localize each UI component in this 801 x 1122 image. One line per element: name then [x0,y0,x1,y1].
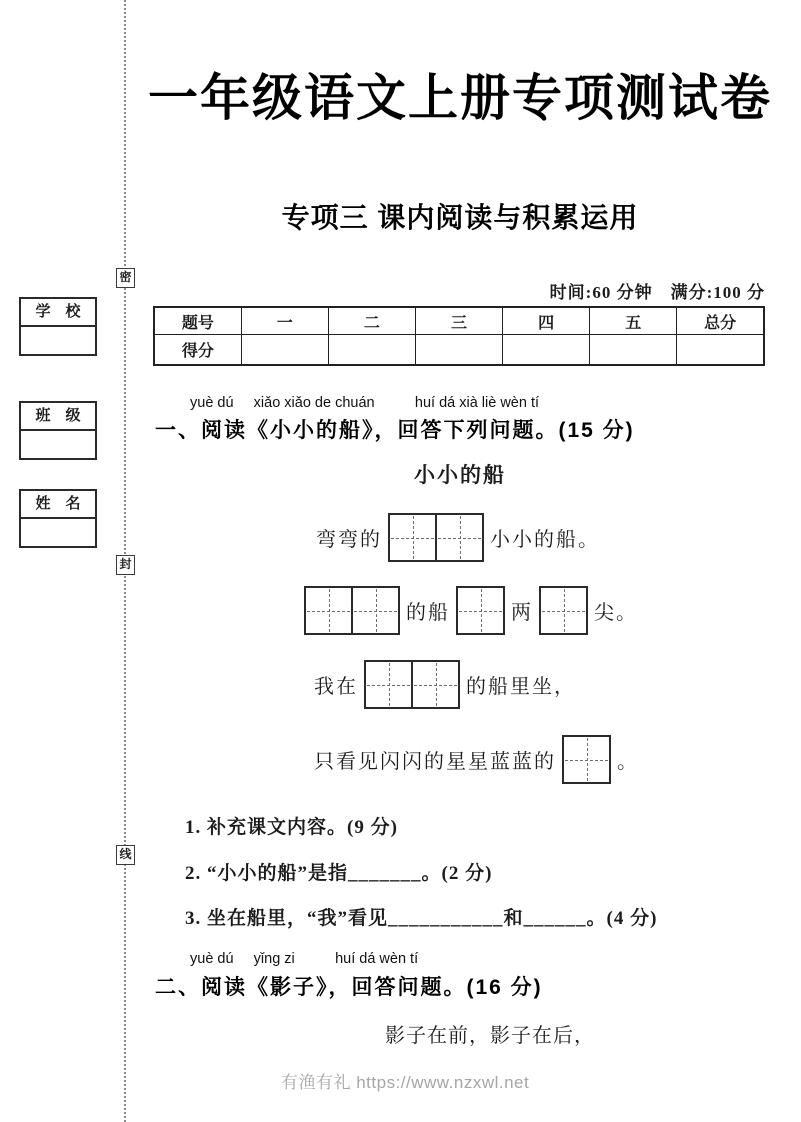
poem-line2-seg1: 的船 [406,602,450,624]
info-label-class: 班 级 [21,403,95,431]
question-item-3: 3. 坐在船里，“我”看见___________和______。(4 分) [185,908,658,929]
tianzige-cell[interactable] [541,588,586,633]
poem2-line-1: 影子在前，影子在后， [385,1025,595,1047]
tianzige-grid-2cell[interactable] [364,660,460,709]
info-blank-class[interactable] [21,431,95,458]
info-blank-name[interactable] [21,519,95,546]
tianzige-cell[interactable] [411,662,458,707]
footer-watermark: 有渔有礼 https://www.nzxwl.net [281,1073,530,1092]
exam-title: 一年级语文上册专项测试卷 [148,70,772,126]
info-box-class [19,401,97,460]
tianzige-grid-1cell[interactable] [562,735,611,784]
info-box-school [19,297,97,356]
tianzige-cell[interactable] [458,588,503,633]
score-value-row [154,335,764,366]
score-cell[interactable] [590,335,677,366]
poem-line3-post: 的船里坐， [466,676,576,698]
tianzige-cell[interactable] [351,588,398,633]
score-cell[interactable] [241,335,328,366]
tianzige-grid-2cell[interactable] [388,513,484,562]
score-header-row [154,307,764,335]
seal-char-xian: 线 [116,845,135,865]
info-label-school: 学 校 [21,299,95,327]
tianzige-grid-1cell[interactable] [456,586,505,635]
tianzige-grid-1cell[interactable] [539,586,588,635]
exam-subtitle: 专项三 课内阅读与积累运用 [281,202,639,233]
poem-line-1 [310,513,606,562]
poem-line2-seg3: 尖。 [594,602,638,624]
poem-line-4 [308,735,645,784]
score-header-cell: 五 [590,307,677,335]
tianzige-cell[interactable] [306,588,351,633]
poem-line4-post: 。 [617,751,639,773]
tianzige-cell[interactable] [435,515,482,560]
section2-heading: 二、阅读《影子》，回答问题。(16 分) [155,976,543,999]
poem-line4-pre: 只看见闪闪的星星蓝蓝的 [314,751,556,773]
seal-char-feng: 封 [116,555,135,575]
pinyin-line-section2: yuè dú yǐng zi huí dá wèn tí [190,951,419,967]
score-row-label: 得分 [154,335,241,366]
question-item-1: 1. 补充课文内容。(9 分) [185,817,398,838]
score-table [153,306,765,366]
score-header-cell: 四 [503,307,590,335]
score-cell[interactable] [328,335,415,366]
poem-line1-pre: 弯弯的 [316,529,382,551]
seal-char-mi: 密 [116,268,135,288]
tianzige-cell[interactable] [366,662,411,707]
score-header-cell: 二 [328,307,415,335]
score-header-cell: 三 [415,307,502,335]
score-cell[interactable] [503,335,590,366]
info-box-name [19,489,97,548]
pinyin-line-section1: yuè dú xiǎo xiǎo de chuán huí dá xià liè wèn tí [190,395,540,411]
score-header-cell: 一 [241,307,328,335]
poem-line2-seg2: 两 [511,602,533,624]
poem-title: 小小的船 [414,464,506,487]
info-blank-school[interactable] [21,327,95,354]
question-item-2: 2. “小小的船”是指_______。(2 分) [185,863,493,884]
poem-line-2 [304,586,644,635]
score-cell[interactable] [415,335,502,366]
score-header-cell: 总分 [677,307,764,335]
poem-line1-post: 小小的船。 [490,529,600,551]
time-score-info: 时间:60 分钟 满分:100 分 [549,283,765,302]
score-cell[interactable] [677,335,764,366]
info-label-name: 姓 名 [21,491,95,519]
tianzige-cell[interactable] [390,515,435,560]
section1-heading: 一、阅读《小小的船》，回答下列问题。(15 分) [155,419,635,442]
poem-line3-pre: 我在 [314,676,358,698]
tianzige-grid-2cell[interactable] [304,586,400,635]
poem-line-3 [308,660,582,709]
score-header-cell: 题号 [154,307,241,335]
tianzige-cell[interactable] [564,737,609,782]
